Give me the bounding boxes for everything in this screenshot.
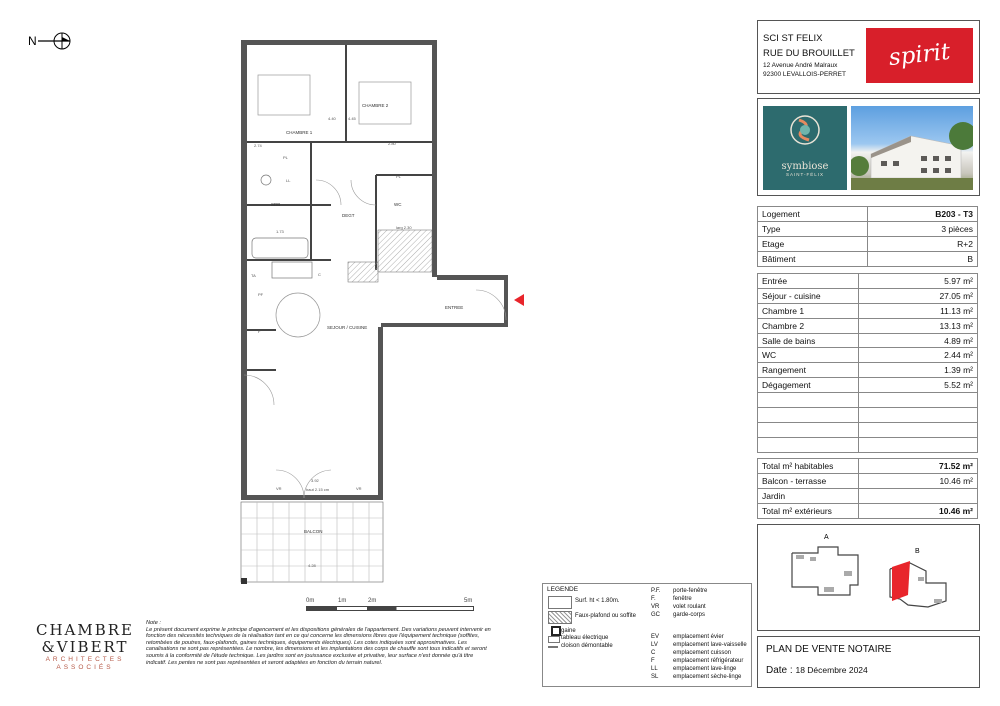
abbrev-code: F. (651, 596, 656, 602)
surface-value (859, 437, 978, 452)
table-row (758, 207, 978, 222)
swatch-electric-panel (548, 636, 560, 643)
abbrev-code: VR (651, 604, 660, 610)
table-row (758, 363, 978, 378)
architect-name-1: CHAMBRE (35, 621, 135, 639)
scale-label: 1m (338, 598, 347, 604)
abbrev-desc: fenêtre (673, 596, 692, 602)
date-label: Date : (766, 665, 793, 676)
table-row (758, 488, 978, 503)
abbrev-desc: emplacement sèche-linge (673, 674, 742, 680)
table-row (758, 437, 978, 452)
abbrev-desc: volet roulant (673, 604, 706, 610)
legend-title: LEGENDE (547, 586, 579, 593)
room-label: DEGT (342, 213, 355, 218)
spirit-logo (866, 28, 973, 83)
scale-label: 2m (368, 598, 377, 604)
room-label: CHAMBRE 1 (286, 130, 313, 135)
total-label: Balcon - terrasse (758, 473, 859, 488)
total-label: Total m² habitables (758, 459, 859, 474)
room-label: SDB (271, 202, 281, 207)
table-row (758, 422, 978, 437)
table-row (758, 393, 978, 408)
date-line (766, 665, 868, 676)
building-b-label: B (915, 548, 920, 555)
abbrev-desc: emplacement réfrigérateur (673, 658, 744, 664)
table-row (758, 408, 978, 423)
table-row (758, 236, 978, 251)
abbrev-desc: garde-corps (673, 612, 706, 618)
legend-item: tableau électrique (561, 635, 609, 641)
annotation: TA (251, 273, 256, 278)
total-value: 71.52 m² (859, 459, 978, 474)
legend-item: Faux-plafond ou soffite (575, 613, 636, 619)
table-row (758, 251, 978, 266)
lot-value: B (868, 251, 978, 266)
abbrev-code: C (651, 650, 656, 656)
swatch-false-ceiling (548, 611, 572, 624)
abbrev-desc: emplacement lave-vaisselle (673, 642, 747, 648)
client-street: RUE DU BROUILLET (763, 48, 855, 59)
dimension: 4.40 (328, 116, 336, 121)
lot-value: B203 - T3 (868, 207, 978, 222)
client-address-2: 92300 LEVALLOIS-PERRET (763, 71, 846, 78)
totals-table (757, 458, 978, 519)
abbrev-code: GC (651, 612, 660, 618)
surface-value (859, 393, 978, 408)
annotation: VR (356, 486, 362, 491)
annotation: F (258, 329, 261, 334)
room-label: ENTREE (445, 305, 464, 310)
swatch-removable-partition (548, 646, 558, 648)
dimension: 4.28 (308, 563, 316, 568)
lot-value: R+2 (868, 236, 978, 251)
surface-label (758, 437, 859, 452)
surface-label: Séjour - cuisine (758, 288, 859, 303)
dimension: 2.74 (254, 143, 262, 148)
dimension: 2.80 (388, 141, 396, 146)
abbrev-desc: emplacement cuisson (673, 650, 732, 656)
table-row (758, 459, 978, 474)
table-row (758, 348, 978, 363)
surface-value: 4.89 m² (859, 333, 978, 348)
surface-value: 1.39 m² (859, 363, 978, 378)
dimension: haut 2.15 cm (306, 487, 330, 492)
lot-label: Type (758, 221, 868, 236)
total-label: Jardin (758, 488, 859, 503)
building-photo (851, 106, 973, 190)
room-label: SEJOUR / CUISINE (327, 325, 368, 330)
surface-label: Chambre 1 (758, 303, 859, 318)
architect-name-2: &VIBERT (41, 638, 129, 656)
architect-sub-2: ASSOCIÉS (56, 664, 114, 671)
surface-label: Entrée (758, 274, 859, 289)
dimension: 4.45 (348, 116, 356, 121)
surface-label (758, 393, 859, 408)
swatch-low-height (548, 596, 572, 609)
client-address-1: 12 Avenue André Malraux (763, 62, 838, 69)
dimension: 1.73 (276, 229, 284, 234)
legend (542, 583, 752, 687)
table-row (758, 473, 978, 488)
surface-value: 13.13 m² (859, 318, 978, 333)
abbrev-code: LL (651, 666, 658, 672)
lot-table (757, 206, 978, 267)
table-row (758, 503, 978, 518)
surface-value (859, 408, 978, 423)
note-title: Note : (146, 620, 161, 626)
note-text: Le présent document exprime le principe d'agencement et les dispositions générales de l'appartement. Des variations peuvent intervenir en fonction des nécessités techniques de la réalisation tant en ce qui concerne les dimensions libres que l'équipement technique (soffites, retombées de poutres, faux-plafonds, gaines techniques, équipements électriques). Les cotes indiquées sont approximatives. Les canalisations ne sont pas représentées. Le nombre, les dimensions et les implantations des corps de chauffe sont tous indicatifs et seront soumis à la conformité de l'étude technique. Les jardins sont en jouissance exclusive et privative, leur surface n'est donnée qu'à titre indicatif. Les pentes ne sont pas représentées et seront adaptées en fonction du terrain naturel. (146, 626, 491, 666)
spirit-logo-text: spirit (887, 38, 952, 72)
symbiose-emblem-icon (763, 106, 847, 156)
surface-value: 5.52 m² (859, 378, 978, 393)
surfaces-table (757, 273, 978, 453)
total-value: 10.46 m² (859, 503, 978, 518)
table-row (758, 333, 978, 348)
room-label: CHAMBRE 2 (362, 103, 389, 108)
scale-label: 0m (306, 598, 315, 604)
abbrev-code: SL (651, 674, 659, 680)
table-row (758, 378, 978, 393)
symbiose-logo (763, 106, 847, 190)
dimension: larg 2.30 (396, 225, 412, 230)
total-value: 10.46 m² (859, 473, 978, 488)
document-title: PLAN DE VENTE NOTAIRE (766, 644, 892, 655)
surface-label: Rangement (758, 363, 859, 378)
surface-value: 5.97 m² (859, 274, 978, 289)
room-label: WC (394, 202, 402, 207)
surface-value: 2.44 m² (859, 348, 978, 363)
lot-value: 3 pièces (868, 221, 978, 236)
swatch-duct (551, 626, 561, 636)
legend-item: gaine (561, 628, 576, 634)
lot-label: Bâtiment (758, 251, 868, 266)
table-row (758, 303, 978, 318)
table-row (758, 288, 978, 303)
legend-item: Surf. ht < 1.80m. (575, 598, 620, 604)
annotation: C (318, 272, 321, 277)
scale-ruler (306, 606, 474, 611)
abbrev-code: EV (651, 634, 660, 640)
annotation: PL (396, 174, 401, 179)
annotation: PF (258, 292, 264, 297)
surface-label: WC (758, 348, 859, 363)
surface-label (758, 408, 859, 423)
total-label: Total m² extérieurs (758, 503, 859, 518)
surface-label: Dégagement (758, 378, 859, 393)
table-row (758, 221, 978, 236)
scale-label: 5m (464, 598, 473, 604)
building-key-map (757, 524, 980, 631)
surface-label (758, 422, 859, 437)
annotation: LL (286, 178, 291, 183)
annotation: VR (276, 486, 282, 491)
abbrev-code: LV (651, 642, 658, 648)
floor-plan (236, 30, 526, 586)
legend-item: cloison démontable (561, 643, 613, 649)
room-label: BALCON (304, 529, 323, 534)
abbrev-code: F (651, 658, 655, 664)
surface-value: 27.05 m² (859, 288, 978, 303)
architect-sub-1: ARCHITECTES (45, 656, 125, 663)
surface-label: Salle de bains (758, 333, 859, 348)
building-a-label: A (824, 534, 829, 541)
table-row (758, 274, 978, 289)
total-value (859, 488, 978, 503)
project-name: symbiose (781, 161, 829, 172)
lot-label: Etage (758, 236, 868, 251)
annotation: PL (283, 155, 288, 160)
abbrev-desc: emplacement lave-linge (673, 666, 737, 672)
document-footer (757, 636, 980, 688)
architect-logo (30, 622, 140, 682)
north-arrow (26, 30, 76, 52)
highlighted-unit (892, 561, 910, 601)
surface-value: 11.13 m² (859, 303, 978, 318)
lot-label: Logement (758, 207, 868, 222)
surface-value (859, 422, 978, 437)
table-row (758, 318, 978, 333)
abbrev-desc: emplacement évier (673, 634, 724, 640)
disclaimer-note (146, 620, 491, 666)
abbrev-desc: porte-fenêtre (673, 588, 708, 594)
surface-label: Chambre 2 (758, 318, 859, 333)
date-value: 18 Décembre 2024 (795, 665, 868, 675)
north-label: N (28, 34, 37, 48)
project-subtitle: SAINT-FÉLIX (785, 172, 824, 177)
abbrev-code: P.F. (651, 588, 661, 594)
scale-bar (300, 598, 480, 614)
client-name: SCI ST FELIX (763, 33, 823, 44)
dimension: 3.92 (311, 478, 319, 483)
